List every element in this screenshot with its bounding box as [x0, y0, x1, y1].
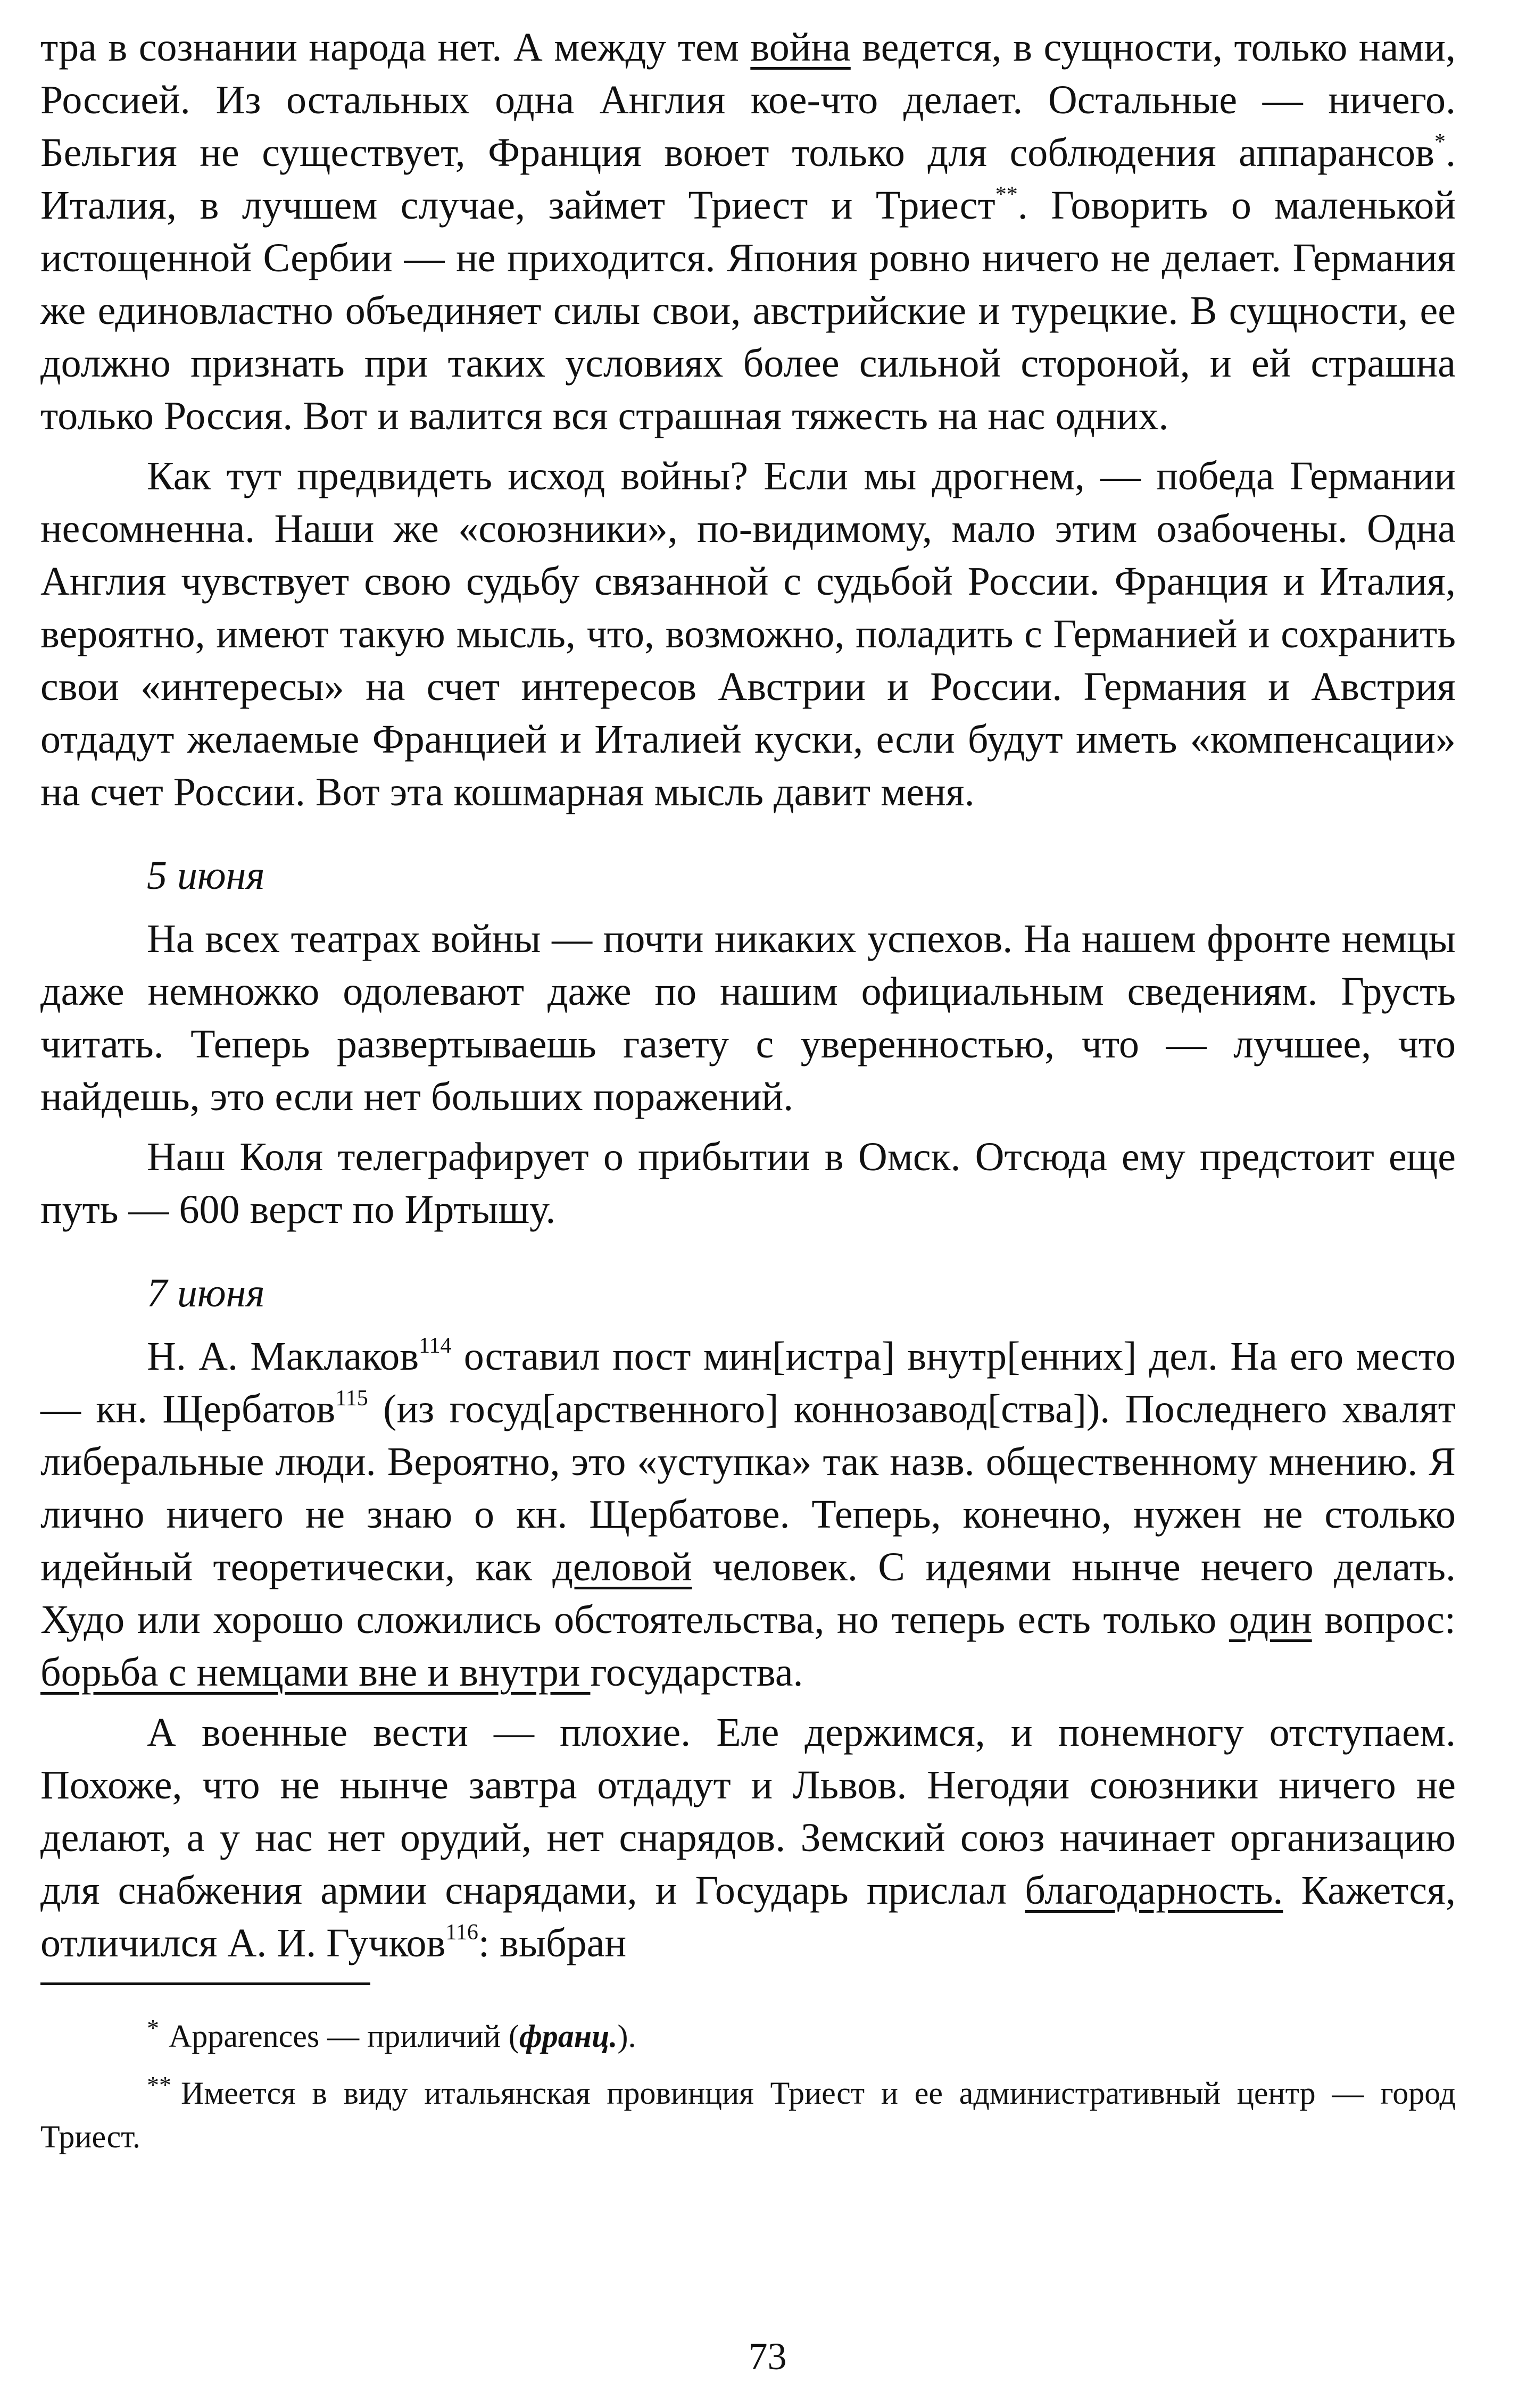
footnote-separator — [40, 1982, 370, 1985]
underlined-phrase-borba: борьба с немцами вне и внутри — [40, 1650, 591, 1695]
paragraph-3: На всех театрах войны — почти никаких успехов. На нашем фронте немцы даже немножко одолевают даже по нашим официальным сведениям. Грусть читать. Теперь развертываешь газету с уверенностью, что — лучшее, что найдешь, это если нет больших поражений. — [40, 916, 1456, 1119]
footnote-1: * Apparences — приличий (франц.). — [147, 2014, 636, 2054]
footnote-2: ** Имеется в виду итальянская провинция Триест и ее административный центр — город Триест. — [40, 2071, 1456, 2154]
underlined-word-odin: один — [1229, 1597, 1312, 1642]
endnote-ref-115[interactable]: 115 — [335, 1386, 368, 1411]
paragraph-6: А военные вести — плохие. Еле держимся, и понемногу отступаем. Похоже, что не нынче завтра отдадут и Львов. Негодяи союзники ничего не делают, а у нас нет орудий, нет снарядов. Земский союз начинает организацию для снабжения армии снарядами, и Государь прислал благодарность. Кажется, отличился А. И. Гучков$^{116}$: выбран — [40, 1710, 1456, 1965]
page-body — [40, 21, 1456, 2159]
footnote-ref-1[interactable]: * — [1434, 130, 1446, 154]
footnote-mark-2: ** — [147, 2071, 171, 2098]
paragraph-1: тра в сознании народа нет. А между тем война ведется, в сущности, только нами, Россией. Из остальных одна Англия кое-что делает. Остальные — ничего. Бельгия не существует, Франция воюет только для соблюдения аппарансов*. Италия, в лучшем случае, займет Триест и Триест**. Говорить о маленькой истощенной Сербии — не приходится. Япония ровно ничего не делает. Германия же единовластно объединяет силы свои, австрийские и турецкие. В сущности, ее должно признать при таких условиях более сильной стороной, и ей страшна только Россия. Вот и валится вся страшная тяжесть на нас одних. — [40, 25, 1456, 438]
underlined-word-voina: война — [750, 25, 851, 70]
underlined-word-delovoi: деловой — [552, 1545, 692, 1589]
footnote-mark-1: * — [147, 2014, 159, 2042]
footnote-ref-2[interactable]: ** — [995, 182, 1018, 207]
diary-date-june-7: 7 июня — [147, 1271, 265, 1315]
underlined-word-blagodarnost: благодарность. — [1025, 1868, 1283, 1913]
paragraph-2: Как тут предвидеть исход войны? Если мы дрогнем, — победа Германии несомненна. Наши же «союзники», по-видимому, мало этим озабочены. Одна Англия чувствует свою судьбу связанной с судьбой России. Франция и Италия, вероятно, имеют такую мысль, что, возможно, поладить с Германией и сохранить свои «интересы» на счет интересов Австрии и России. Германия и Австрия отдадут желаемые Францией и Италией куски, если будут иметь «компенсации» на счет России. Вот эта кошмарная мысль давит меня. — [40, 454, 1456, 814]
endnote-ref-114[interactable]: 114 — [419, 1334, 452, 1358]
paragraph-5: Н. А. Маклаков$^{114}$ оставил пост мин[истра] внутр[енних] дел. На его место — кн. Щербатов$^{115}$ (из госуд[арственного] коннозавод[ства]). Последнего хвалят либеральные люди. Вероятно, это «уступка» так назв. общественному мнению. Я лично ничего не знаю о кн. Щербатове. Теперь, конечно, нужен не столько идейный теоретически, как деловой человек. С идеями нынче нечего делать. Худо или хорошо сложились обстоятельства, но теперь есть только один вопрос: борьба с немцами вне и внутри государства. — [40, 1334, 1456, 1695]
diary-date-june-5: 5 июня — [147, 853, 265, 898]
page-number: 73 — [748, 2335, 787, 2378]
paragraph-4: Наш Коля телеграфирует о прибытии в Омск. Отсюда ему предстоит еще путь — 600 верст по Иртышу. — [40, 1135, 1456, 1232]
endnote-ref-116[interactable]: 116 — [445, 1920, 478, 1945]
